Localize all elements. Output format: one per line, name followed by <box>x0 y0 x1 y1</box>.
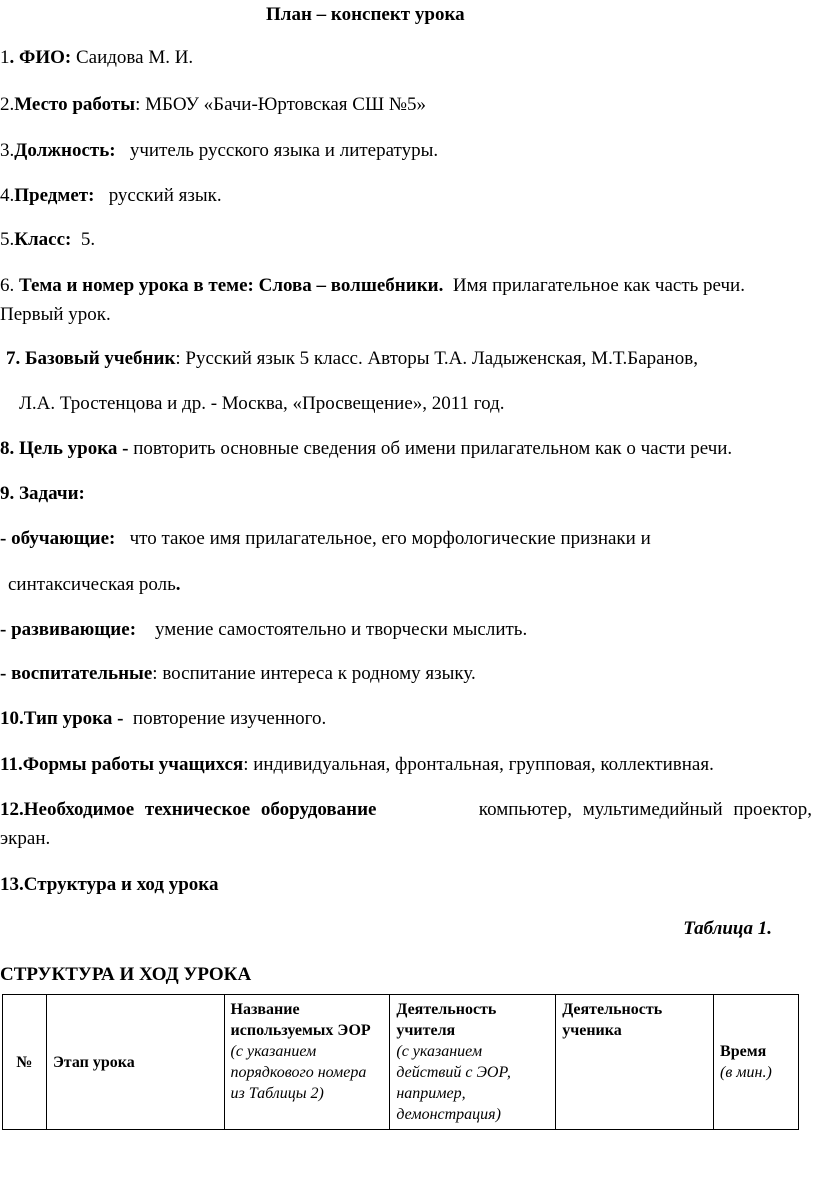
item-label: . ФИО: <box>9 47 72 68</box>
item-value: 5. <box>80 229 96 250</box>
header-teacher: Деятельность учителя (с указанием действий с ЭОР, например, демонстрация) <box>390 995 556 1130</box>
item-label: 13.Структура и ход урока <box>0 874 219 895</box>
item-number: 5. <box>0 229 15 250</box>
item-tasks <box>0 482 85 506</box>
item-goal <box>0 437 732 461</box>
item-label: - воспитательные <box>0 663 153 684</box>
item-label: 8. Цель урока - <box>0 438 129 459</box>
item-value: что такое имя прилагательное, его морфологические признаки и <box>129 528 651 549</box>
item-value: компьютер, мультимедийный проектор, <box>478 799 812 820</box>
header-time: Время (в мин.) <box>714 995 799 1130</box>
item-structure <box>0 873 218 897</box>
item-equipment <box>0 798 812 822</box>
item-educational <box>0 662 476 686</box>
item-number: 6. <box>0 275 15 296</box>
item-developing <box>0 618 527 642</box>
item-teaching <box>0 527 651 551</box>
item-value: : МБОУ «Бачи-Юртовская СШ №5» <box>135 94 427 115</box>
item-label: Место работы <box>14 94 136 115</box>
item-number: 4. <box>0 185 15 206</box>
item-textbook <box>6 347 698 371</box>
item-class <box>0 228 95 252</box>
item-value: : воспитание интереса к родному языку. <box>152 663 476 684</box>
item-label: 12.Необходимое техническое оборудование <box>0 799 377 820</box>
header-student: Деятельность ученика <box>556 995 714 1130</box>
item-workplace <box>0 93 426 117</box>
item-work-forms <box>0 753 714 777</box>
item-label: Класс: <box>14 229 72 250</box>
item-label: 10.Тип урока - <box>0 708 124 729</box>
item-value: : Русский язык 5 класс. Авторы Т.А. Ладыженская, М.Т.Баранов, <box>175 348 698 369</box>
item-label: Тема и номер урока в теме: Слова – волшебники. <box>19 275 444 296</box>
item-number: 2. <box>0 94 15 115</box>
item-topic-line2: Первый урок. <box>0 304 111 325</box>
item-value: : индивидуальная, фронтальная, групповая, коллективная. <box>243 754 714 775</box>
page-title: План – конспект урока <box>266 4 465 25</box>
item-lesson-type <box>0 707 326 731</box>
item-label: Должность: <box>14 140 116 161</box>
item-value: учитель русского языка и литературы. <box>129 140 439 161</box>
header-eor: Название используемых ЭОР (с указанием порядкового номера из Таблицы 2) <box>224 995 390 1130</box>
table-header-row <box>3 995 799 1130</box>
header-stage: Этап урока <box>46 995 224 1130</box>
item-topic <box>0 274 745 298</box>
table-title: СТРУКТУРА И ХОД УРОКА <box>0 964 252 985</box>
item-value: синтаксическая роль <box>8 574 176 595</box>
item-fio <box>0 46 193 70</box>
item-label: - обучающие: <box>0 528 116 549</box>
item-label: Предмет: <box>14 185 95 206</box>
item-number: 7. <box>6 348 21 369</box>
item-teaching-line2 <box>8 573 181 597</box>
item-value: Саидова М. И. <box>75 47 194 68</box>
item-label: 9. Задачи: <box>0 483 85 504</box>
item-value: русский язык. <box>108 185 222 206</box>
item-equipment-line2: экран. <box>0 828 51 849</box>
item-textbook-line2: Л.А. Тростенцова и др. - Москва, «Просвещение», 2011 год. <box>19 393 505 414</box>
header-num: № <box>3 995 47 1130</box>
item-value: умение самостоятельно и творчески мыслить. <box>155 619 528 640</box>
lesson-structure-table <box>2 994 799 1130</box>
item-number: 3. <box>0 140 15 161</box>
item-subject <box>0 184 222 208</box>
item-value: повторить основные сведения об имени прилагательном как о части речи. <box>133 438 733 459</box>
item-label: 11.Формы работы учащихся <box>0 754 244 775</box>
item-punct: . <box>175 574 181 595</box>
item-value: повторение изученного. <box>132 708 327 729</box>
item-position <box>0 139 438 163</box>
item-number: 1 <box>0 47 10 68</box>
item-value: Имя прилагательное как часть речи. <box>452 275 745 296</box>
table-caption: Таблица 1. <box>683 918 772 939</box>
item-label: - развивающие: <box>0 619 137 640</box>
item-label: Базовый учебник <box>25 348 176 369</box>
